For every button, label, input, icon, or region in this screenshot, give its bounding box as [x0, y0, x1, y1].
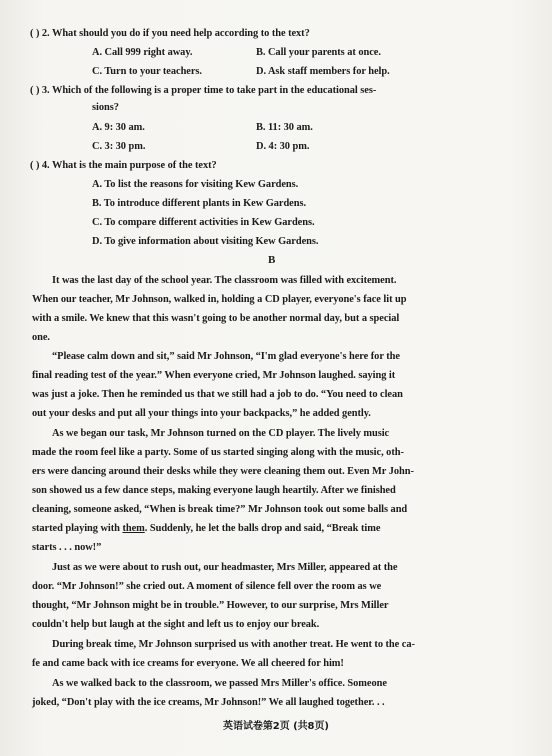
question-3-text: Which of the following is a proper time to take part in the educational ses-: [51, 85, 377, 96]
passage-line: final reading test of the year.” When everyone cried, Mr Johnson laughed. saying it: [32, 370, 396, 381]
question-4: [30, 159, 217, 172]
question-2-text: What should you do if you need help according to the text?: [51, 28, 310, 39]
q4-option-b: B. To introduce different plants in Kew Gardens.: [92, 198, 307, 209]
passage-line: “Please calm down and sit,” said Mr Johnson, “I'm glad everyone's here for the: [52, 351, 400, 362]
passage-text: started playing with: [32, 523, 123, 534]
q2-option-a: A. Call 999 right away.: [92, 47, 193, 58]
passage-line: ers were dancing around their desks while they were cleaning them out. Even Mr John-: [32, 466, 414, 477]
q3-option-a: A. 9: 30 am.: [92, 122, 145, 133]
passage-line: one.: [32, 332, 50, 343]
question-2-number: ( ) 2.: [30, 28, 50, 39]
passage-line: Just as we were about to rush out, our headmaster, Mrs Miller, appeared at the: [52, 562, 398, 573]
q4-option-d: D. To give information about visiting Kew Gardens.: [92, 236, 319, 247]
passage-line: fe and came back with ice creams for everyone. We all cheered for him!: [32, 658, 344, 669]
passage-line: out your desks and put all your things into your backpacks,” he added gently.: [32, 408, 371, 419]
q3-option-c: C. 3: 30 pm.: [92, 141, 146, 152]
passage-line: When our teacher, Mr Johnson, walked in, holding a CD player, everyone's face lit up: [32, 294, 407, 305]
q2-option-d: D. Ask staff members for help.: [256, 66, 390, 77]
q2-option-b: B. Call your parents at once.: [256, 47, 381, 58]
passage-line: son showed us a few dance steps, making everyone laugh heartily. After we finished: [32, 485, 396, 496]
section-heading: B: [268, 254, 276, 266]
question-4-number: ( ) 4.: [30, 160, 50, 171]
q4-option-a: A. To list the reasons for visiting Kew Gardens.: [92, 179, 299, 190]
question-3: [30, 84, 376, 97]
q3-option-b: B. 11: 30 am.: [256, 122, 313, 133]
passage-line: thought, “Mr Johnson might be in trouble.” However, to our surprise, Mrs Miller: [32, 600, 389, 611]
q4-option-c: C. To compare different activities in Kew Gardens.: [92, 217, 315, 228]
page-footer: 英语试卷第2页 (共8页): [223, 721, 329, 732]
q3-option-d: D. 4: 30 pm.: [256, 141, 310, 152]
passage-line: with a smile. We knew that this wasn't going to be another normal day, but a special: [32, 313, 400, 324]
question-4-text: What is the main purpose of the text?: [51, 160, 217, 171]
question-3-text-cont: sions?: [92, 102, 119, 113]
passage-text: . Suddenly, he let the balls drop and said, “Break time: [144, 523, 381, 534]
passage-line: [32, 522, 380, 535]
q2-option-c: C. Turn to your teachers.: [92, 66, 202, 77]
passage-line: During break time, Mr Johnson surprised us with another treat. He went to the ca-: [52, 639, 415, 650]
passage-line: joked, “Don't play with the ice creams, Mr Johnson!” We all laughed together. . .: [32, 697, 385, 708]
passage-line: couldn't help but laugh at the sight and left us to enjoy our break.: [32, 619, 320, 630]
passage-line: starts . . . now!”: [32, 542, 102, 553]
passage-line: cleaning, someone asked, “When is break time?” Mr Johnson took out some balls and: [32, 504, 408, 515]
underlined-word: them: [122, 523, 145, 534]
passage-line: As we began our task, Mr Johnson turned on the CD player. The lively music: [52, 428, 390, 439]
passage-line: door. “Mr Johnson!” she cried out. A moment of silence fell over the room as we: [32, 581, 382, 592]
question-3-number: ( ) 3.: [30, 85, 50, 96]
passage-line: made the room feel like a party. Some of us started singing along with the music, oth-: [32, 447, 404, 458]
passage-line: It was the last day of the school year. The classroom was filled with excitement.: [52, 275, 397, 286]
question-2: [30, 27, 310, 40]
passage-line: As we walked back to the classroom, we passed Mrs Miller's office. Someone: [52, 678, 387, 689]
passage-line: was just a joke. Then he reminded us that we still had a job to do. “You need to clean: [32, 389, 403, 400]
